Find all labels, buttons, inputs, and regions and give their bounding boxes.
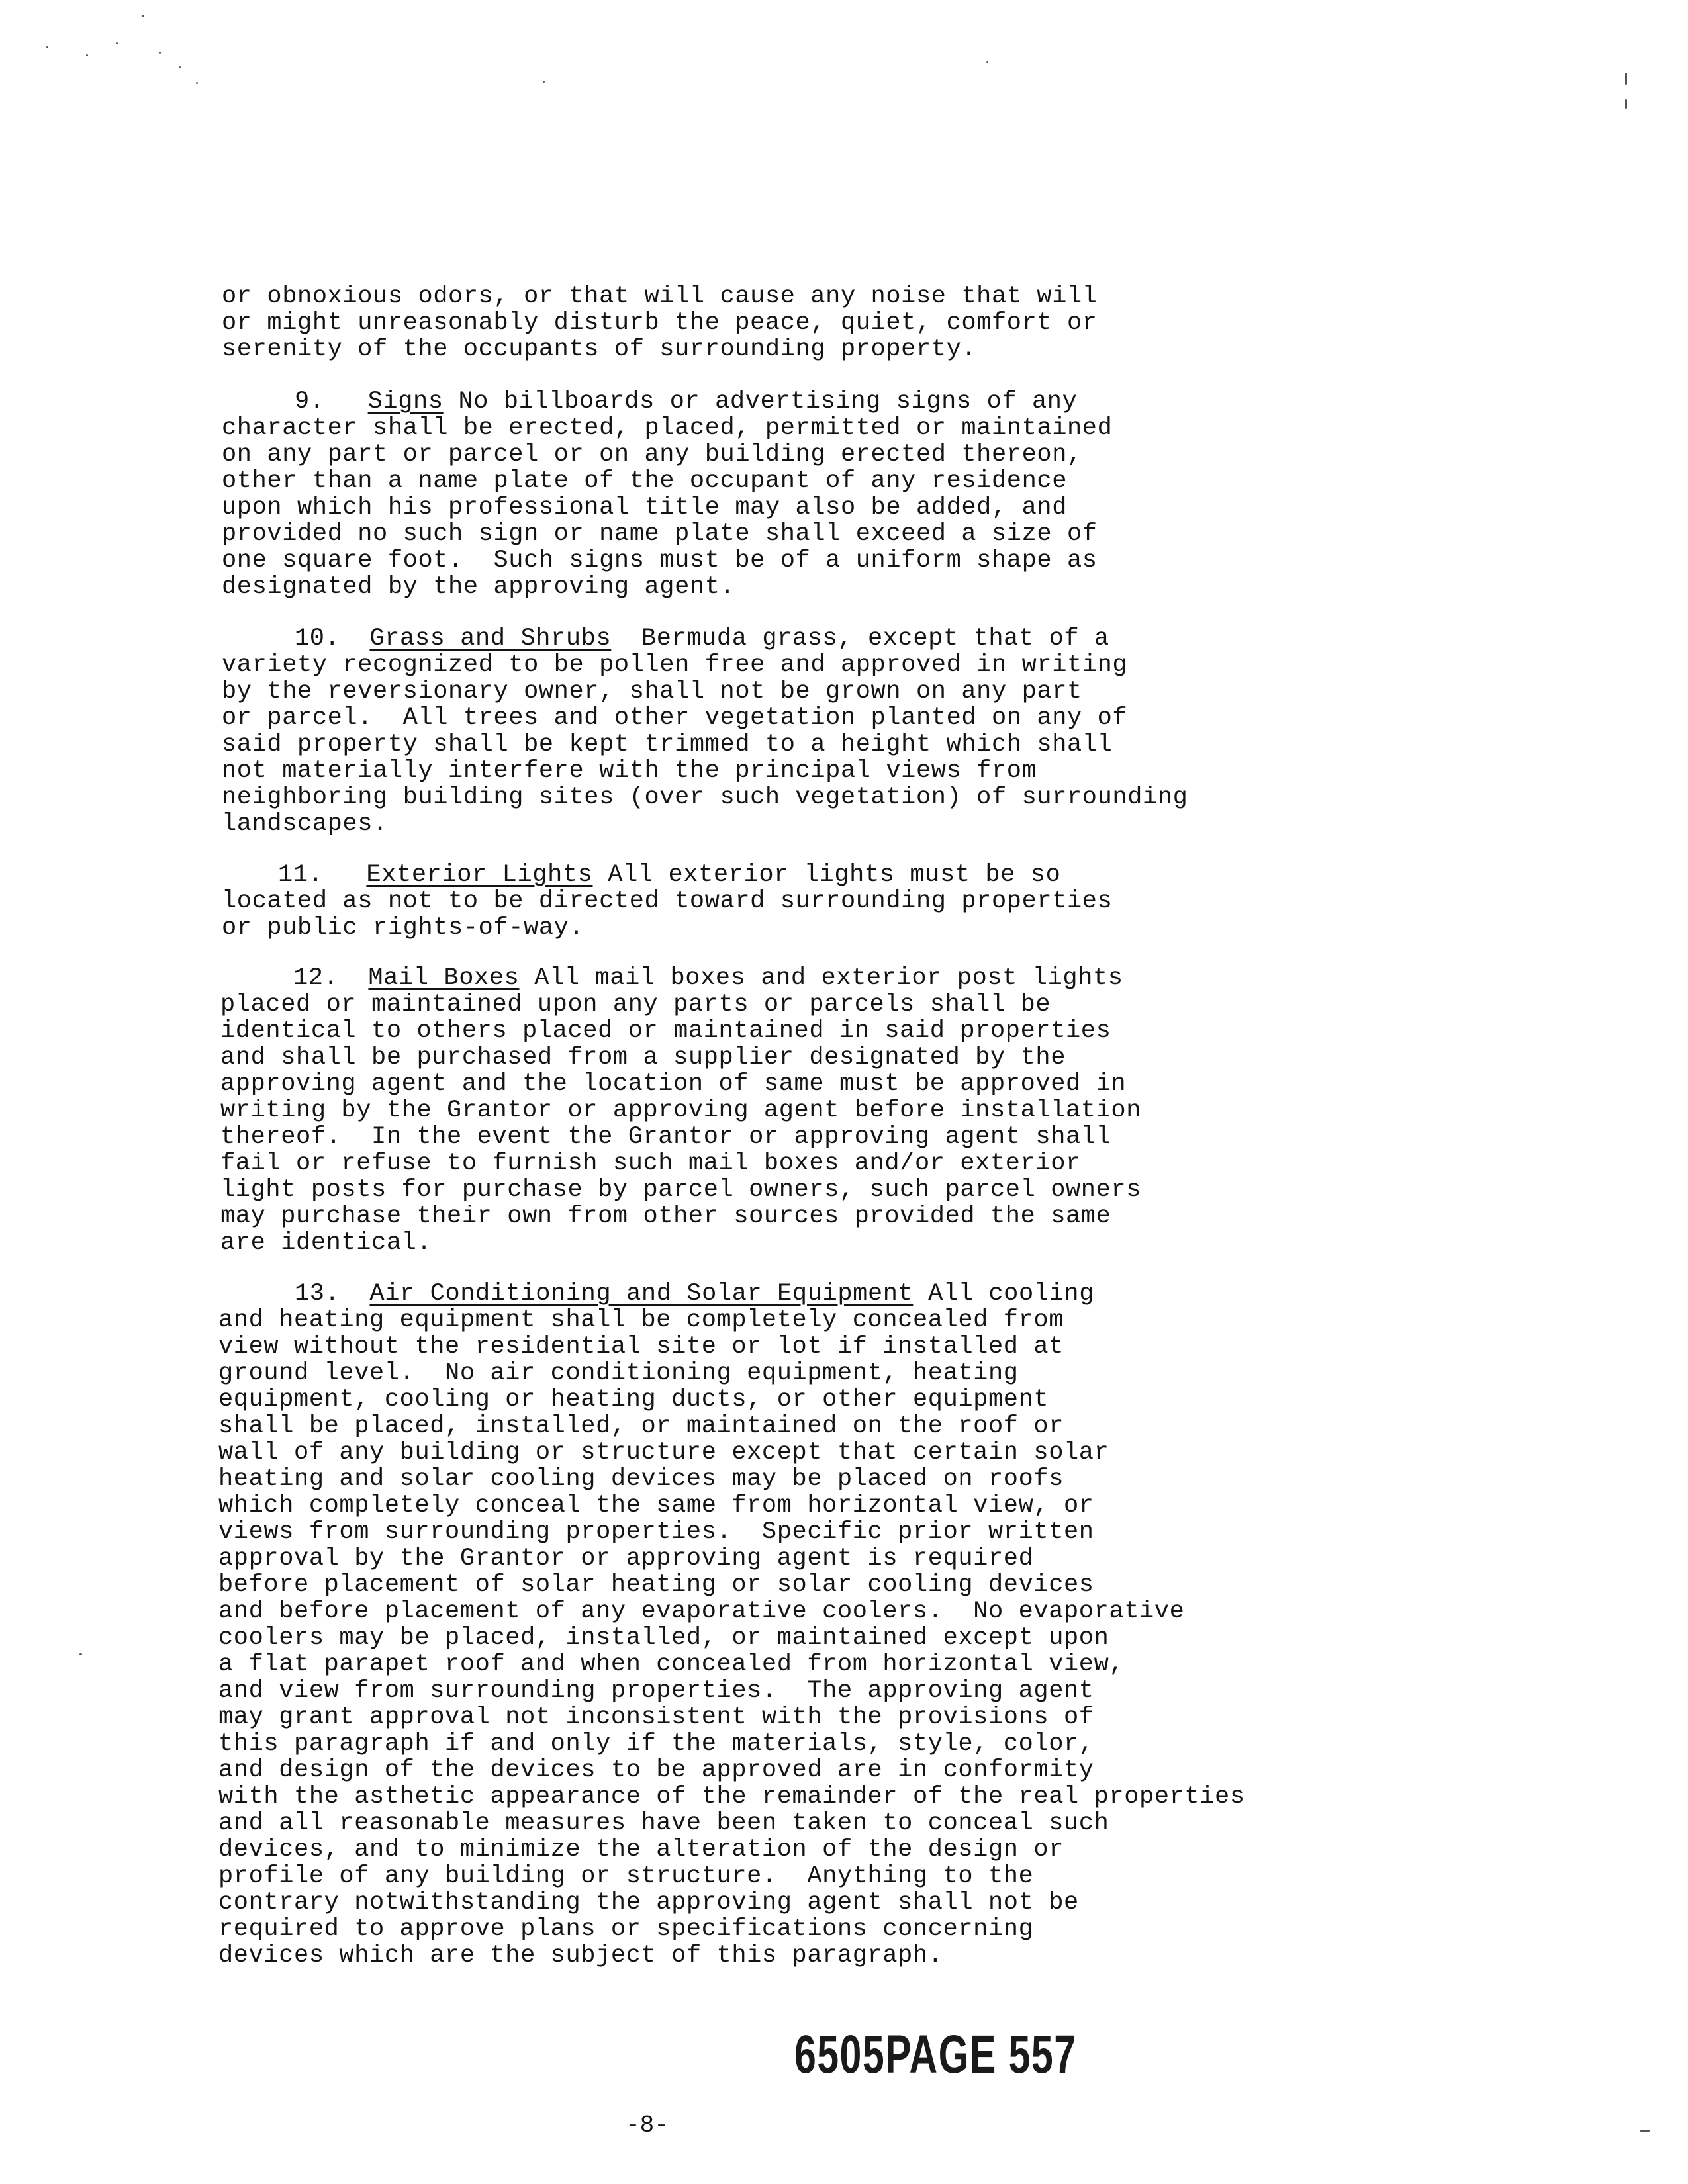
text-line: placed or maintained upon any parts or parcels shall be bbox=[220, 991, 1051, 1019]
scan-speck bbox=[116, 42, 118, 44]
text-line: approving agent and the location of same must be approved in bbox=[220, 1070, 1127, 1098]
section-13-heading: Air Conditioning and Solar Equipment bbox=[369, 1280, 914, 1308]
section-13-number: 13. bbox=[295, 1280, 340, 1308]
text-line: and view from surrounding properties. The approving agent bbox=[218, 1677, 1094, 1705]
text-line: and all reasonable measures have been taken to conceal such bbox=[218, 1809, 1109, 1837]
scan-speck bbox=[159, 52, 161, 54]
text-line: view without the residential site or lot if installed at bbox=[218, 1333, 1064, 1361]
text-line: may purchase their own from other sources provided the same bbox=[220, 1203, 1111, 1230]
text-line: variety recognized to be pollen free and approved in writing bbox=[222, 651, 1128, 679]
text-line: wall of any building or structure except that certain solar bbox=[218, 1439, 1109, 1467]
section-12-heading: Mail Boxes bbox=[368, 964, 520, 992]
text-line: may grant approval not inconsistent with the provisions of bbox=[218, 1704, 1094, 1731]
text-line: ground level. No air conditioning equipment, heating bbox=[218, 1359, 1019, 1387]
scan-speck bbox=[543, 81, 545, 83]
section-10-heading: Grass and Shrubs bbox=[369, 625, 612, 653]
scan-speck bbox=[142, 15, 144, 17]
text-line: are identical. bbox=[220, 1229, 432, 1257]
text-line: shall be placed, installed, or maintained on the roof or bbox=[218, 1412, 1064, 1440]
text-line: designated by the approving agent. bbox=[222, 573, 735, 601]
text-line: which completely conceal the same from horizontal view, or bbox=[218, 1492, 1094, 1520]
section-12-first-rest: All mail boxes and exterior post lights bbox=[519, 964, 1123, 992]
scan-speck bbox=[179, 66, 181, 68]
text-line: not materially interfere with the principal views from bbox=[222, 757, 1037, 785]
text-line: other than a name plate of the occupant of any residence bbox=[222, 467, 1068, 495]
text-line: and heating equipment shall be completely concealed from bbox=[218, 1306, 1064, 1334]
text-line: or parcel. All trees and other vegetation planted on any of bbox=[222, 704, 1128, 732]
text-line: neighboring building sites (over such vegetation) of surrounding bbox=[222, 784, 1188, 811]
text-line: serenity of the occupants of surrounding property. bbox=[222, 336, 977, 363]
section-11-first-line bbox=[222, 862, 1060, 888]
text-line: landscapes. bbox=[222, 810, 388, 838]
text-line: and shall be purchased from a supplier designated by the bbox=[220, 1044, 1066, 1071]
section-9-heading: Signs bbox=[367, 388, 444, 416]
text-line: on any part or parcel or on any building erected thereon, bbox=[222, 441, 1082, 469]
text-line: this paragraph if and only if the materials, style, color, bbox=[218, 1730, 1094, 1758]
text-line: said property shall be kept trimmed to a height which shall bbox=[222, 731, 1113, 758]
scan-speck bbox=[1625, 99, 1627, 109]
section-13-first-rest: All cooling bbox=[913, 1280, 1095, 1308]
section-12-first-line bbox=[220, 965, 1123, 991]
page-number: -8- bbox=[626, 2112, 669, 2139]
text-line: equipment, cooling or heating ducts, or other equipment bbox=[218, 1386, 1049, 1414]
text-line: required to approve plans or specifications concerning bbox=[218, 1915, 1034, 1943]
scan-speck bbox=[1640, 2130, 1650, 2132]
text-line: profile of any building or structure. Anything to the bbox=[218, 1862, 1034, 1890]
section-11-first-rest: All exterior lights must be so bbox=[592, 861, 1061, 889]
text-line: devices which are the subject of this paragraph. bbox=[218, 1942, 943, 1970]
scan-speck bbox=[1625, 73, 1627, 85]
scan-speck bbox=[46, 46, 48, 48]
text-line: located as not to be directed toward surrounding properties bbox=[222, 887, 1113, 915]
text-line: coolers may be placed, installed, or maintained except upon bbox=[218, 1624, 1109, 1652]
text-line: with the asthetic appearance of the remainder of the real properties bbox=[218, 1783, 1245, 1811]
text-line: and before placement of any evaporative coolers. No evaporative bbox=[218, 1598, 1185, 1625]
scan-speck bbox=[986, 61, 988, 63]
section-10-first-line bbox=[222, 625, 1109, 652]
section-13-first-line bbox=[218, 1281, 1094, 1307]
scan-speck bbox=[79, 1653, 82, 1655]
section-9-number: 9. bbox=[295, 388, 325, 416]
recording-stamp: 6505PAGE 557 bbox=[794, 2025, 1077, 2085]
text-line: devices, and to minimize the alteration of the design or bbox=[218, 1836, 1064, 1864]
section-11-number: 11. bbox=[278, 861, 324, 889]
text-line: or obnoxious odors, or that will cause any noise that will bbox=[222, 283, 1098, 310]
text-line: one square foot. Such signs must be of a uniform shape as bbox=[222, 547, 1098, 574]
text-line: contrary notwithstanding the approving agent shall not be bbox=[218, 1889, 1079, 1917]
text-line: heating and solar cooling devices may be placed on roofs bbox=[218, 1465, 1064, 1493]
section-9-first-rest: No billboards or advertising signs of any bbox=[443, 388, 1078, 416]
section-12-number: 12. bbox=[293, 964, 339, 992]
text-line: views from surrounding properties. Specific prior written bbox=[218, 1518, 1094, 1546]
text-line: upon which his professional title may also be added, and bbox=[222, 494, 1068, 522]
section-10-first-rest: Bermuda grass, except that of a bbox=[611, 625, 1109, 653]
text-line: character shall be erected, placed, permitted or maintained bbox=[222, 414, 1113, 442]
text-line: writing by the Grantor or approving agent before installation bbox=[220, 1097, 1142, 1124]
text-line: by the reversionary owner, shall not be grown on any part bbox=[222, 678, 1082, 705]
scan-speck bbox=[196, 82, 198, 84]
text-line: a flat parapet roof and when concealed from horizontal view, bbox=[218, 1651, 1125, 1678]
text-line: light posts for purchase by parcel owners, such parcel owners bbox=[220, 1176, 1142, 1204]
text-line: thereof. In the event the Grantor or approving agent shall bbox=[220, 1123, 1111, 1151]
scan-speck bbox=[86, 54, 88, 56]
text-line: identical to others placed or maintained in said properties bbox=[220, 1017, 1111, 1045]
section-9-first-line bbox=[222, 388, 1077, 415]
text-line: or might unreasonably disturb the peace, quiet, comfort or bbox=[222, 309, 1098, 337]
text-line: provided no such sign or name plate shall exceed a size of bbox=[222, 520, 1098, 548]
text-line: before placement of solar heating or solar cooling devices bbox=[218, 1571, 1094, 1599]
text-line: fail or refuse to furnish such mail boxes and/or exterior bbox=[220, 1150, 1081, 1177]
text-line: approval by the Grantor or approving agent is required bbox=[218, 1545, 1034, 1572]
text-line: and design of the devices to be approved are in conformity bbox=[218, 1756, 1094, 1784]
text-line: or public rights-of-way. bbox=[222, 914, 585, 942]
section-10-number: 10. bbox=[295, 625, 340, 653]
section-11-heading: Exterior Lights bbox=[366, 861, 593, 889]
